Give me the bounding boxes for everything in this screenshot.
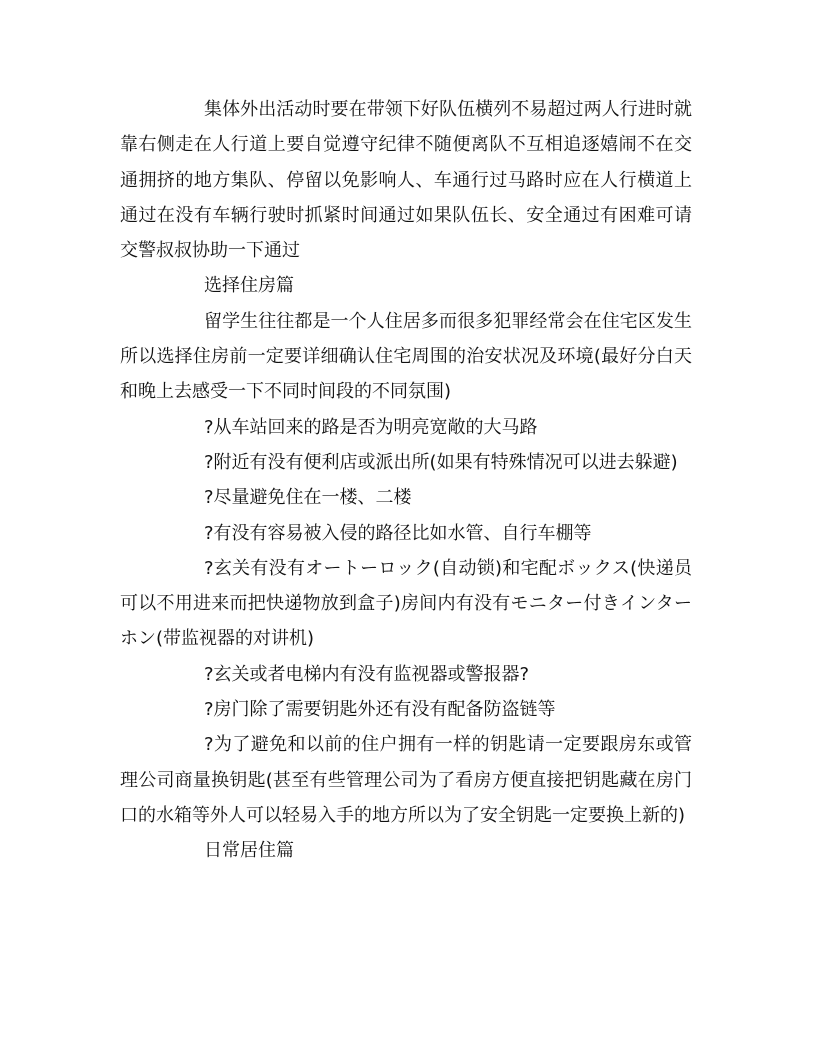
paragraph-housing-intro: 留学生往往都是一个人住居多而很多犯罪经常会在住宅区发生所以选择住房前一定要详细确认住宅周围的治安状况及环境(最好分白天和晚上去感受一下不同时间段的不同氛围) xyxy=(120,310,692,403)
document-body xyxy=(120,92,692,869)
checklist-item-avoid-low-floors: ?尽量避免住在一楼、二楼 xyxy=(204,487,412,509)
checklist-item-cameras: ?玄关或者电梯内有没有监视器或警报器? xyxy=(204,663,530,685)
checklist-item-change-keys: ?为了避免和以前的住户拥有一样的钥匙请一定要跟房东或管理公司商量换钥匙(甚至有些管理公司为了看房方便直接把钥匙藏在房门口的水箱等外人可以轻易入手的地方所以为了安全钥匙一定要换上新的) xyxy=(120,734,692,826)
checklist-item-door-chain: ?房门除了需要钥匙外还有没有配备防盗链等 xyxy=(204,699,556,721)
section-heading-housing: 选择住房篇 xyxy=(204,275,294,297)
checklist-item-autolock: ?玄关有没有オートーロック(自动锁)和宅配ボックス(快递员可以不用进来而把快递物放到盒子)房间内有没有モニター付きインターホン(带监视器的对讲机) xyxy=(120,557,692,650)
checklist-item-convenience-store: ?附近有没有便利店或派出所(如果有特殊情况可以进去躲避) xyxy=(204,451,678,473)
checklist-item-intrusion-paths: ?有没有容易被入侵的路径比如水管、自行车棚等 xyxy=(204,522,592,544)
paragraph-group-outing: 集体外出活动时要在带领下好队伍横列不易超过两人行进时就靠右侧走在人行道上要自觉遵守纪律不随便离队不互相追逐嬉闹不在交通拥挤的地方集队、停留以免影响人、车通行过马路时应在人行横道上通过在没有车辆行驶时抓紧时间通过如果队伍长、安全通过有困难可请交警叔叔协助一下通过 xyxy=(120,99,692,262)
section-heading-daily-living: 日常居住篇 xyxy=(204,840,294,862)
checklist-item-station-road: ?从车站回来的路是否为明亮宽敞的大马路 xyxy=(204,416,538,438)
